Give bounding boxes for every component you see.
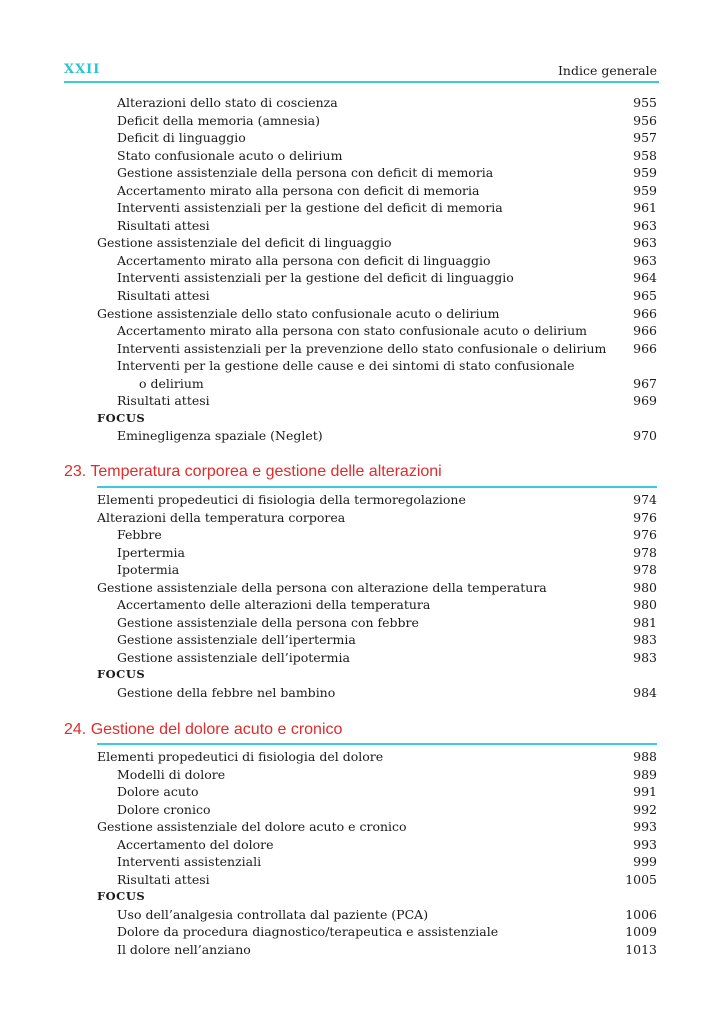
- toc-entry: [97, 871, 657, 889]
- toc-entry-title: Accertamento mirato alla persona con deficit di linguaggio: [117, 252, 491, 268]
- toc-entry-page: 993: [633, 836, 657, 852]
- toc-entry-page: 957: [633, 130, 657, 146]
- toc-entry-page: 991: [633, 784, 657, 800]
- toc-entry-page: 1005: [625, 871, 657, 887]
- toc-entry: [97, 853, 657, 871]
- toc-entry: [97, 182, 657, 200]
- toc-entry-title: Accertamento mirato alla persona con stato confusionale acuto o delirium: [117, 323, 587, 339]
- toc-entry: [97, 836, 657, 854]
- toc-entry: [97, 748, 657, 766]
- toc-entry-title: FOCUS: [97, 410, 146, 425]
- toc-entry: [97, 269, 657, 287]
- toc-entry: [97, 287, 657, 305]
- toc-entry-title: Gestione assistenziale del deficit di linguaggio: [97, 235, 392, 251]
- toc-entry-title: Gestione assistenziale dell’ipotermia: [117, 649, 350, 665]
- toc-entry-page: 980: [633, 579, 657, 595]
- focus-label: [97, 410, 657, 428]
- toc-entry-page: 956: [633, 112, 657, 128]
- toc-entry-title: Risultati attesi: [117, 217, 210, 233]
- toc-entry-title: Eminegligenza spaziale (Neglet): [117, 428, 323, 444]
- toc-entry-title: o delirium: [139, 375, 204, 391]
- toc-entry-title: Dolore acuto: [117, 784, 199, 800]
- toc-entry: [97, 923, 657, 941]
- toc-entry-page: 976: [633, 527, 657, 543]
- running-title: Indice generale: [557, 63, 657, 78]
- toc-entry-page: 980: [633, 597, 657, 613]
- toc-entry-page: 958: [633, 147, 657, 163]
- toc-entry-page: 978: [633, 544, 657, 560]
- toc-entry: [97, 375, 657, 393]
- toc-entry-title: Interventi assistenziali per la gestione del deficit di memoria: [117, 200, 503, 216]
- running-header: [64, 62, 659, 80]
- toc-entry: [97, 322, 657, 340]
- toc-entry-page: 964: [633, 270, 657, 286]
- toc-entry-title: Il dolore nell’anziano: [117, 942, 251, 958]
- toc-entry: [97, 561, 657, 579]
- toc-entry-page: 955: [633, 95, 657, 110]
- toc-entry-title: Gestione assistenziale del dolore acuto e cronico: [97, 819, 407, 835]
- chapter-rule-24: [97, 743, 657, 745]
- toc-entry-page: 967: [633, 375, 657, 391]
- toc-entry: [97, 526, 657, 544]
- toc-entry-title: Risultati attesi: [117, 871, 210, 887]
- toc-entry-page: 993: [633, 819, 657, 835]
- toc-entry-page: 963: [633, 217, 657, 233]
- toc-entry-title: Risultati attesi: [117, 288, 210, 304]
- toc-entry-title: Interventi per la gestione delle cause e dei sintomi di stato confusionale: [117, 358, 575, 374]
- toc-entry-page: 965: [633, 288, 657, 304]
- toc-entry-title: Accertamento mirato alla persona con deficit di memoria: [117, 182, 480, 198]
- toc-entry: [97, 684, 657, 702]
- toc-entry: [97, 147, 657, 165]
- toc-entry-page: 981: [633, 614, 657, 630]
- toc-entry-title: Accertamento del dolore: [117, 836, 274, 852]
- header-rule: [64, 81, 659, 83]
- toc-entry: [97, 579, 657, 597]
- toc-entry: [97, 392, 657, 410]
- toc-entry-title: Gestione assistenziale della persona con alterazione della temperatura: [97, 579, 547, 595]
- toc-entry-page: 983: [633, 649, 657, 665]
- toc-entry-page: 988: [633, 749, 657, 764]
- toc-entry-page: 961: [633, 200, 657, 216]
- focus-label: [97, 888, 657, 906]
- toc-entry: [97, 129, 657, 147]
- toc-entry: [97, 491, 657, 509]
- toc-entry-page: 1009: [625, 924, 657, 940]
- toc-entry: [97, 631, 657, 649]
- toc-entry-page: 963: [633, 252, 657, 268]
- toc-entry-title: Interventi assistenziali per la prevenzione dello stato confusionale o delirium: [117, 340, 607, 356]
- toc-entry: [97, 766, 657, 784]
- toc-section-24: [97, 748, 657, 959]
- toc-entry-page: 966: [633, 305, 657, 321]
- toc-entry-title: Ipertermia: [117, 544, 186, 560]
- toc-entry: [97, 199, 657, 217]
- toc-entry: [97, 614, 657, 632]
- toc-entry-page: 974: [633, 492, 657, 507]
- toc-entry-title: Uso dell’analgesia controllata dal paziente (PCA): [117, 906, 429, 922]
- toc-entry-title: Deficit di linguaggio: [117, 130, 246, 146]
- chapter-title-24: 24. Gestione del dolore acuto e cronico: [64, 721, 343, 738]
- toc-entry-title: FOCUS: [97, 889, 146, 904]
- focus-label: [97, 666, 657, 684]
- toc-entry-page: 976: [633, 509, 657, 525]
- toc-entry-page: 983: [633, 632, 657, 648]
- toc-entry-title: Dolore da procedura diagnostico/terapeutica e assistenziale: [117, 924, 499, 940]
- toc-entry-title: Accertamento delle alterazioni della temperatura: [117, 597, 431, 613]
- toc-entry-page: 959: [633, 165, 657, 181]
- toc-entry: [97, 357, 657, 375]
- toc-entry: [97, 509, 657, 527]
- toc-entry-page: 966: [633, 323, 657, 339]
- toc-entry-title: Elementi propedeutici di fisiologia della termoregolazione: [97, 492, 466, 507]
- toc-entry-title: Stato confusionale acuto o delirium: [117, 147, 343, 163]
- toc-entry: [97, 801, 657, 819]
- toc-entry-title: Alterazioni della temperatura corporea: [97, 509, 346, 525]
- toc-entry: [97, 544, 657, 562]
- toc-entry-page: 999: [633, 854, 657, 870]
- toc-entry-title: Deficit della memoria (amnesia): [117, 112, 320, 128]
- toc-entry: [97, 217, 657, 235]
- toc-entry-page: 1006: [625, 906, 657, 922]
- toc-entry-title: Ipotermia: [117, 562, 180, 578]
- toc-entry: [97, 941, 657, 959]
- toc-entry-title: Gestione assistenziale della persona con febbre: [117, 614, 419, 630]
- chapter-rule-23: [97, 486, 657, 488]
- toc-entry: [97, 94, 657, 112]
- toc-entry: [97, 340, 657, 358]
- toc-section-23: [97, 491, 657, 702]
- toc-entry-title: Modelli di dolore: [117, 766, 226, 782]
- toc-entry: [97, 906, 657, 924]
- toc-entry-page: 963: [633, 235, 657, 251]
- toc-entry: [97, 252, 657, 270]
- toc-entry: [97, 596, 657, 614]
- toc-entry: [97, 164, 657, 182]
- toc-entry-page: 984: [633, 685, 657, 701]
- chapter-title-23: 23. Temperatura corporea e gestione delle alterazioni: [64, 463, 442, 480]
- toc-entry: [97, 305, 657, 323]
- toc-entry-page: 969: [633, 393, 657, 409]
- toc-entry-page: 992: [633, 801, 657, 817]
- toc-entry-title: FOCUS: [97, 667, 146, 682]
- toc-entry-title: Dolore cronico: [117, 801, 211, 817]
- toc-entry-title: Gestione assistenziale della persona con deficit di memoria: [117, 165, 494, 181]
- toc-entry: [97, 234, 657, 252]
- toc-entry-title: Interventi assistenziali per la gestione del deficit di linguaggio: [117, 270, 514, 286]
- toc-entry-page: 970: [633, 428, 657, 444]
- page-number: XXII: [64, 62, 101, 77]
- toc-entry-title: Febbre: [117, 527, 162, 543]
- toc-entry-title: Gestione assistenziale dell’ipertermia: [117, 632, 356, 648]
- toc-entry: [97, 818, 657, 836]
- toc-entry-page: 959: [633, 182, 657, 198]
- toc-entry-title: Elementi propedeutici di fisiologia del dolore: [97, 749, 384, 764]
- toc-entry-page: 1013: [625, 942, 657, 958]
- toc-entry: [97, 427, 657, 445]
- toc-entry-title: Alterazioni dello stato di coscienza: [117, 95, 338, 110]
- toc-entry-page: 978: [633, 562, 657, 578]
- toc-entry-page: 989: [633, 766, 657, 782]
- toc-section-continued: [97, 94, 657, 445]
- toc-entry-title: Risultati attesi: [117, 393, 210, 409]
- toc-entry: [97, 783, 657, 801]
- toc-entry-page: 966: [633, 340, 657, 356]
- toc-entry-title: Gestione della febbre nel bambino: [117, 685, 336, 701]
- toc-entry-title: Gestione assistenziale dello stato confusionale acuto o delirium: [97, 305, 500, 321]
- toc-entry: [97, 649, 657, 667]
- toc-entry: [97, 112, 657, 130]
- toc-entry-title: Interventi assistenziali: [117, 854, 262, 870]
